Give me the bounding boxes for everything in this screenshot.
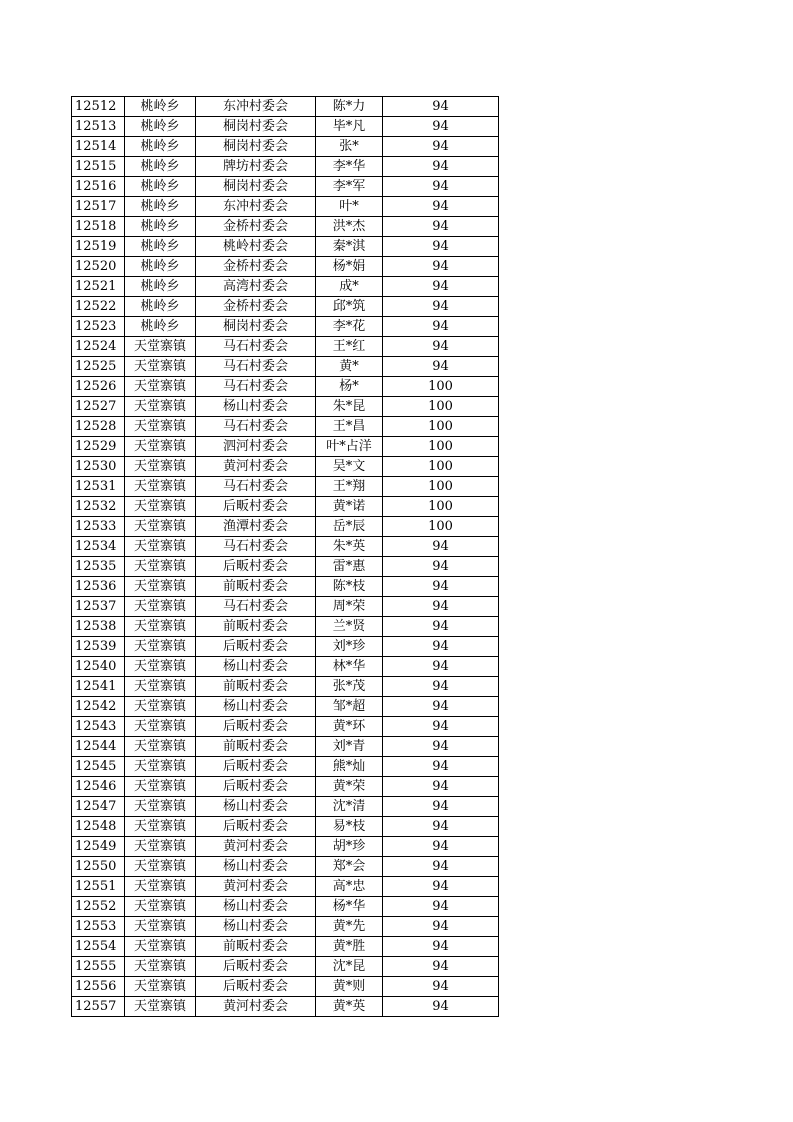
score-cell: 94: [383, 237, 499, 257]
village-committee-cell: 东冲村委会: [196, 97, 316, 117]
record-id-cell: 12532: [72, 497, 125, 517]
record-id-cell: 12536: [72, 577, 125, 597]
record-id-cell: 12542: [72, 697, 125, 717]
record-id-cell: 12522: [72, 297, 125, 317]
village-committee-cell: 桐岗村委会: [196, 317, 316, 337]
township-cell: 天堂寨镇: [125, 737, 196, 757]
score-cell: 94: [383, 717, 499, 737]
score-cell: 94: [383, 817, 499, 837]
score-cell: 94: [383, 757, 499, 777]
score-cell: 100: [383, 477, 499, 497]
record-id-cell: 12513: [72, 117, 125, 137]
score-cell: 100: [383, 417, 499, 437]
township-cell: 天堂寨镇: [125, 857, 196, 877]
record-id-cell: 12555: [72, 957, 125, 977]
score-cell: 94: [383, 697, 499, 717]
township-cell: 天堂寨镇: [125, 457, 196, 477]
person-name-cell: 邹*超: [316, 697, 383, 717]
person-name-cell: 沈*昆: [316, 957, 383, 977]
score-cell: 94: [383, 97, 499, 117]
person-name-cell: 易*枝: [316, 817, 383, 837]
person-name-cell: 李*华: [316, 157, 383, 177]
township-cell: 桃岭乡: [125, 137, 196, 157]
person-name-cell: 黄*英: [316, 997, 383, 1017]
table-row: [72, 137, 499, 157]
village-committee-cell: 马石村委会: [196, 337, 316, 357]
village-committee-cell: 杨山村委会: [196, 797, 316, 817]
table-row: [72, 617, 499, 637]
score-cell: 94: [383, 577, 499, 597]
village-committee-cell: 黄河村委会: [196, 997, 316, 1017]
table-row: [72, 217, 499, 237]
table-row: [72, 177, 499, 197]
score-cell: 94: [383, 197, 499, 217]
score-cell: 94: [383, 257, 499, 277]
person-name-cell: 黄*先: [316, 917, 383, 937]
person-name-cell: 张*茂: [316, 677, 383, 697]
person-name-cell: 张*: [316, 137, 383, 157]
table-row: [72, 717, 499, 737]
score-cell: 94: [383, 137, 499, 157]
person-name-cell: 秦*淇: [316, 237, 383, 257]
township-cell: 桃岭乡: [125, 317, 196, 337]
person-name-cell: 熊*灿: [316, 757, 383, 777]
township-cell: 天堂寨镇: [125, 557, 196, 577]
record-id-cell: 12514: [72, 137, 125, 157]
person-name-cell: 王*昌: [316, 417, 383, 437]
record-id-cell: 12534: [72, 537, 125, 557]
record-id-cell: 12527: [72, 397, 125, 417]
score-cell: 100: [383, 497, 499, 517]
record-id-cell: 12526: [72, 377, 125, 397]
township-cell: 天堂寨镇: [125, 417, 196, 437]
record-id-cell: 12554: [72, 937, 125, 957]
record-id-cell: 12512: [72, 97, 125, 117]
village-committee-cell: 渔潭村委会: [196, 517, 316, 537]
table-row: [72, 97, 499, 117]
person-name-cell: 黄*胜: [316, 937, 383, 957]
person-name-cell: 王*翔: [316, 477, 383, 497]
village-committee-cell: 金桥村委会: [196, 257, 316, 277]
table-row: [72, 637, 499, 657]
person-name-cell: 高*忠: [316, 877, 383, 897]
score-cell: 94: [383, 777, 499, 797]
table-row: [72, 237, 499, 257]
score-cell: 94: [383, 217, 499, 237]
township-cell: 天堂寨镇: [125, 517, 196, 537]
person-name-cell: 黄*则: [316, 977, 383, 997]
village-committee-cell: 金桥村委会: [196, 217, 316, 237]
record-id-cell: 12528: [72, 417, 125, 437]
table-row: [72, 297, 499, 317]
person-name-cell: 王*红: [316, 337, 383, 357]
township-cell: 天堂寨镇: [125, 397, 196, 417]
table-row: [72, 277, 499, 297]
table-row: [72, 437, 499, 457]
score-cell: 94: [383, 977, 499, 997]
record-id-cell: 12543: [72, 717, 125, 737]
township-cell: 天堂寨镇: [125, 997, 196, 1017]
village-committee-cell: 后畈村委会: [196, 637, 316, 657]
record-id-cell: 12553: [72, 917, 125, 937]
township-cell: 天堂寨镇: [125, 817, 196, 837]
score-cell: 94: [383, 157, 499, 177]
township-cell: 桃岭乡: [125, 257, 196, 277]
village-committee-cell: 后畈村委会: [196, 557, 316, 577]
record-id-cell: 12556: [72, 977, 125, 997]
table-row: [72, 697, 499, 717]
table-row: [72, 477, 499, 497]
village-committee-cell: 桐岗村委会: [196, 137, 316, 157]
table-row: [72, 997, 499, 1017]
person-name-cell: 朱*英: [316, 537, 383, 557]
person-name-cell: 朱*昆: [316, 397, 383, 417]
table-row: [72, 537, 499, 557]
record-id-cell: 12540: [72, 657, 125, 677]
record-id-cell: 12518: [72, 217, 125, 237]
table-row: [72, 457, 499, 477]
person-name-cell: 杨*: [316, 377, 383, 397]
person-name-cell: 刘*珍: [316, 637, 383, 657]
score-cell: 100: [383, 437, 499, 457]
record-id-cell: 12544: [72, 737, 125, 757]
village-committee-cell: 后畈村委会: [196, 497, 316, 517]
village-committee-cell: 杨山村委会: [196, 857, 316, 877]
village-committee-cell: 桐岗村委会: [196, 117, 316, 137]
village-committee-cell: 马石村委会: [196, 597, 316, 617]
record-id-cell: 12515: [72, 157, 125, 177]
score-cell: 94: [383, 897, 499, 917]
record-id-cell: 12531: [72, 477, 125, 497]
record-id-cell: 12551: [72, 877, 125, 897]
village-committee-cell: 马石村委会: [196, 537, 316, 557]
record-id-cell: 12545: [72, 757, 125, 777]
township-cell: 天堂寨镇: [125, 497, 196, 517]
score-cell: 94: [383, 877, 499, 897]
village-committee-cell: 后畈村委会: [196, 957, 316, 977]
village-committee-cell: 马石村委会: [196, 357, 316, 377]
person-name-cell: 陈*枝: [316, 577, 383, 597]
score-cell: 94: [383, 117, 499, 137]
village-committee-cell: 桃岭村委会: [196, 237, 316, 257]
village-committee-cell: 黄河村委会: [196, 877, 316, 897]
village-committee-cell: 前畈村委会: [196, 617, 316, 637]
person-name-cell: 黄*诺: [316, 497, 383, 517]
person-name-cell: 李*军: [316, 177, 383, 197]
table-row: [72, 857, 499, 877]
record-id-cell: 12552: [72, 897, 125, 917]
township-cell: 天堂寨镇: [125, 777, 196, 797]
village-committee-cell: 高湾村委会: [196, 277, 316, 297]
person-name-cell: 洪*杰: [316, 217, 383, 237]
person-name-cell: 岳*辰: [316, 517, 383, 537]
person-name-cell: 周*荣: [316, 597, 383, 617]
table-row: [72, 737, 499, 757]
person-name-cell: 雷*惠: [316, 557, 383, 577]
township-cell: 天堂寨镇: [125, 957, 196, 977]
person-name-cell: 李*花: [316, 317, 383, 337]
township-cell: 桃岭乡: [125, 297, 196, 317]
score-cell: 94: [383, 797, 499, 817]
table-row: [72, 117, 499, 137]
record-id-cell: 12549: [72, 837, 125, 857]
table-row: [72, 417, 499, 437]
score-cell: 100: [383, 397, 499, 417]
village-committee-cell: 杨山村委会: [196, 917, 316, 937]
person-name-cell: 黄*: [316, 357, 383, 377]
record-id-cell: 12524: [72, 337, 125, 357]
township-cell: 天堂寨镇: [125, 697, 196, 717]
record-id-cell: 12525: [72, 357, 125, 377]
table-row: [72, 397, 499, 417]
township-cell: 天堂寨镇: [125, 637, 196, 657]
score-cell: 94: [383, 617, 499, 637]
table-row: [72, 977, 499, 997]
table-row: [72, 837, 499, 857]
township-cell: 天堂寨镇: [125, 917, 196, 937]
table-row: [72, 777, 499, 797]
person-name-cell: 陈*力: [316, 97, 383, 117]
table-row: [72, 517, 499, 537]
person-name-cell: 黄*荣: [316, 777, 383, 797]
township-cell: 天堂寨镇: [125, 337, 196, 357]
table-row: [72, 817, 499, 837]
score-cell: 100: [383, 517, 499, 537]
score-cell: 94: [383, 677, 499, 697]
record-id-cell: 12539: [72, 637, 125, 657]
township-cell: 桃岭乡: [125, 177, 196, 197]
person-name-cell: 沈*清: [316, 797, 383, 817]
record-id-cell: 12537: [72, 597, 125, 617]
score-cell: 94: [383, 537, 499, 557]
score-cell: 94: [383, 337, 499, 357]
village-committee-cell: 马石村委会: [196, 477, 316, 497]
record-id-cell: 12538: [72, 617, 125, 637]
roster-table: [71, 96, 499, 1017]
table-row: [72, 337, 499, 357]
village-committee-cell: 金桥村委会: [196, 297, 316, 317]
table-row: [72, 557, 499, 577]
person-name-cell: 成*: [316, 277, 383, 297]
person-name-cell: 林*华: [316, 657, 383, 677]
village-committee-cell: 东冲村委会: [196, 197, 316, 217]
record-id-cell: 12533: [72, 517, 125, 537]
township-cell: 天堂寨镇: [125, 377, 196, 397]
village-committee-cell: 马石村委会: [196, 417, 316, 437]
score-cell: 94: [383, 357, 499, 377]
record-id-cell: 12546: [72, 777, 125, 797]
village-committee-cell: 后畈村委会: [196, 977, 316, 997]
village-committee-cell: 马石村委会: [196, 377, 316, 397]
township-cell: 桃岭乡: [125, 117, 196, 137]
table-row: [72, 157, 499, 177]
score-cell: 94: [383, 637, 499, 657]
table-row: [72, 317, 499, 337]
record-id-cell: 12521: [72, 277, 125, 297]
table-row: [72, 257, 499, 277]
person-name-cell: 叶*占洋: [316, 437, 383, 457]
record-id-cell: 12523: [72, 317, 125, 337]
village-committee-cell: 杨山村委会: [196, 697, 316, 717]
score-cell: 94: [383, 597, 499, 617]
record-id-cell: 12529: [72, 437, 125, 457]
score-cell: 94: [383, 317, 499, 337]
score-cell: 94: [383, 557, 499, 577]
person-name-cell: 兰*贤: [316, 617, 383, 637]
village-committee-cell: 杨山村委会: [196, 897, 316, 917]
township-cell: 桃岭乡: [125, 217, 196, 237]
township-cell: 天堂寨镇: [125, 357, 196, 377]
township-cell: 天堂寨镇: [125, 437, 196, 457]
table-row: [72, 497, 499, 517]
person-name-cell: 吴*文: [316, 457, 383, 477]
record-id-cell: 12557: [72, 997, 125, 1017]
score-cell: 94: [383, 857, 499, 877]
township-cell: 天堂寨镇: [125, 877, 196, 897]
table-row: [72, 957, 499, 977]
township-cell: 桃岭乡: [125, 97, 196, 117]
person-name-cell: 郑*会: [316, 857, 383, 877]
person-name-cell: 毕*凡: [316, 117, 383, 137]
village-committee-cell: 后畈村委会: [196, 717, 316, 737]
village-committee-cell: 黄河村委会: [196, 457, 316, 477]
person-name-cell: 杨*华: [316, 897, 383, 917]
table-row: [72, 197, 499, 217]
table-row: [72, 757, 499, 777]
score-cell: 94: [383, 917, 499, 937]
record-id-cell: 12548: [72, 817, 125, 837]
score-cell: 94: [383, 177, 499, 197]
township-cell: 天堂寨镇: [125, 657, 196, 677]
village-committee-cell: 前畈村委会: [196, 737, 316, 757]
score-cell: 94: [383, 297, 499, 317]
township-cell: 天堂寨镇: [125, 897, 196, 917]
village-committee-cell: 前畈村委会: [196, 577, 316, 597]
township-cell: 天堂寨镇: [125, 977, 196, 997]
township-cell: 桃岭乡: [125, 237, 196, 257]
score-cell: 94: [383, 957, 499, 977]
village-committee-cell: 后畈村委会: [196, 817, 316, 837]
table-row: [72, 677, 499, 697]
township-cell: 桃岭乡: [125, 197, 196, 217]
table-row: [72, 657, 499, 677]
village-committee-cell: 黄河村委会: [196, 837, 316, 857]
table-row: [72, 877, 499, 897]
person-name-cell: 刘*青: [316, 737, 383, 757]
score-cell: 94: [383, 277, 499, 297]
score-cell: 94: [383, 937, 499, 957]
record-id-cell: 12541: [72, 677, 125, 697]
table-row: [72, 377, 499, 397]
person-name-cell: 邱*筑: [316, 297, 383, 317]
township-cell: 天堂寨镇: [125, 837, 196, 857]
township-cell: 天堂寨镇: [125, 597, 196, 617]
township-cell: 天堂寨镇: [125, 617, 196, 637]
table-row: [72, 797, 499, 817]
township-cell: 天堂寨镇: [125, 477, 196, 497]
village-committee-cell: 桐岗村委会: [196, 177, 316, 197]
village-committee-cell: 前畈村委会: [196, 677, 316, 697]
table-row: [72, 577, 499, 597]
score-cell: 94: [383, 737, 499, 757]
person-name-cell: 杨*娟: [316, 257, 383, 277]
village-committee-cell: 前畈村委会: [196, 937, 316, 957]
table-row: [72, 597, 499, 617]
score-cell: 94: [383, 837, 499, 857]
roster-body: [72, 97, 499, 1017]
record-id-cell: 12530: [72, 457, 125, 477]
village-committee-cell: 泗河村委会: [196, 437, 316, 457]
person-name-cell: 叶*: [316, 197, 383, 217]
township-cell: 天堂寨镇: [125, 677, 196, 697]
township-cell: 天堂寨镇: [125, 537, 196, 557]
township-cell: 桃岭乡: [125, 157, 196, 177]
table-row: [72, 897, 499, 917]
person-name-cell: 胡*珍: [316, 837, 383, 857]
record-id-cell: 12547: [72, 797, 125, 817]
record-id-cell: 12550: [72, 857, 125, 877]
village-committee-cell: 后畈村委会: [196, 777, 316, 797]
record-id-cell: 12517: [72, 197, 125, 217]
township-cell: 天堂寨镇: [125, 717, 196, 737]
score-cell: 94: [383, 657, 499, 677]
village-committee-cell: 牌坊村委会: [196, 157, 316, 177]
table-row: [72, 937, 499, 957]
score-cell: 100: [383, 457, 499, 477]
township-cell: 天堂寨镇: [125, 757, 196, 777]
record-id-cell: 12520: [72, 257, 125, 277]
record-id-cell: 12519: [72, 237, 125, 257]
village-committee-cell: 杨山村委会: [196, 657, 316, 677]
score-cell: 100: [383, 377, 499, 397]
record-id-cell: 12535: [72, 557, 125, 577]
township-cell: 天堂寨镇: [125, 577, 196, 597]
table-row: [72, 357, 499, 377]
village-committee-cell: 后畈村委会: [196, 757, 316, 777]
township-cell: 天堂寨镇: [125, 797, 196, 817]
person-name-cell: 黄*环: [316, 717, 383, 737]
score-cell: 94: [383, 997, 499, 1017]
village-committee-cell: 杨山村委会: [196, 397, 316, 417]
record-id-cell: 12516: [72, 177, 125, 197]
township-cell: 桃岭乡: [125, 277, 196, 297]
table-row: [72, 917, 499, 937]
township-cell: 天堂寨镇: [125, 937, 196, 957]
